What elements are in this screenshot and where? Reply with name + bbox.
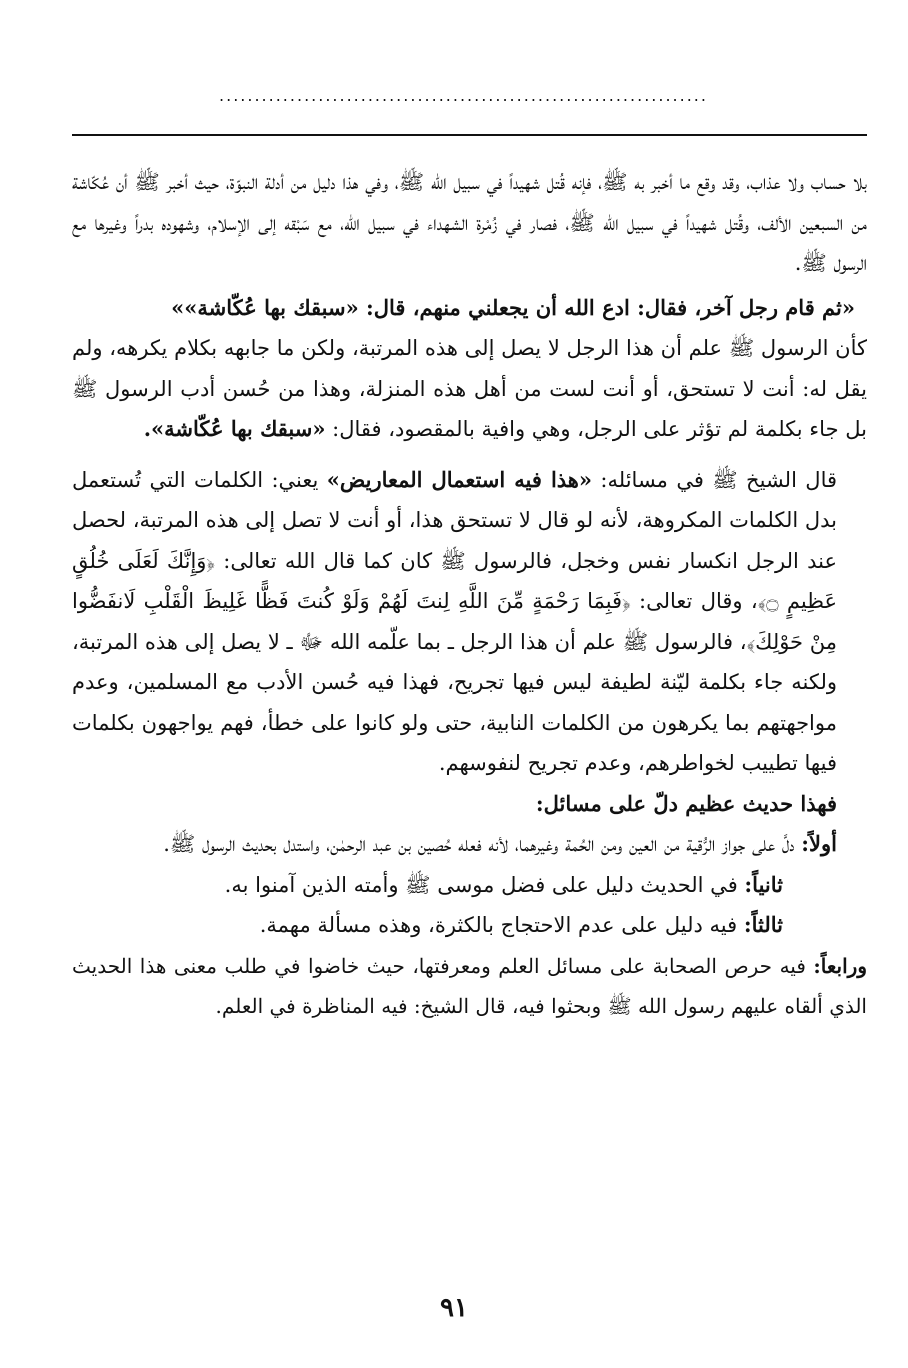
- header-dotted-line: .....................................................................: [219, 86, 708, 105]
- paragraph-3: [72, 328, 867, 450]
- issue-1-text: دلَّ على جواز الرُّقية من العين ومن الحُمة وغيرهما، لأنه فعله حُصين بن عبد الرحمٰن، واستدل بحديث الرسول ﷺ.: [163, 832, 795, 856]
- paragraph-3-quote: «سبقك بها عُكّاشة».: [143, 416, 326, 441]
- paragraph-4-quote: «هذا فيه استعمال المعاريض»: [326, 466, 593, 492]
- issue-3: [72, 905, 867, 946]
- issue-2-text: في الحديث دليل على فضل موسى ﷺ وأمته الذين آمنوا به.: [224, 872, 738, 897]
- paragraph-1: بلا حساب ولا عذاب، وقد وقع ما أخبر به ﷺ، فإنه قُتل شهيداً في سبيل الله ﷺ، وفي هذا دليل من أدلة النبوّة، حيث أخبر ﷺ أن عُكّاشة من السبعين الألف، وقُتل شهيداً في سبيل الله ﷺ، فصار في زُمْرة الشهداء في سبيل الله، مع سَبْقه إلى الإسلام، وشهوده بدراً وغيرها مع الرسول ﷺ.: [72, 170, 867, 275]
- paragraph-4: [72, 460, 867, 784]
- paragraph-4-text: يعني: الكلمات التي تُستعمل بدل الكلمات المكروهة، لأنه لو قال لا تستحق هذا، أو أنت لا تصل إلى هذه المرتبة، لحصل عند الرجل انكسار نفس وخجل، فالرسول ﷺ كان كما قال الله تعالى: ﴿وَإِنَّكَ لَعَلَى خُلُقٍ عَظِيمٍ ۝﴾، وقال تعالى: ﴿فَبِمَا رَحْمَةٍ مِّنَ اللَّهِ لِنتَ لَهُمْ وَلَوْ كُنتَ فَظًّا غَلِيظَ الْقَلْبِ لَانفَضُّوا مِنْ حَوْلِكَ﴾، فالرسول ﷺ علم أن هذا الرجل ـ بما علّمه الله ﷻ ـ لا يصل إلى هذه المرتبة، ولكنه جاء بكلمة ليّنة لطيفة ليس فيها تجريح، فهذا فيه حُسن الأدب مع المسلمين، وعدم مواجهتهم بما يكرهون من الكلمات النابية، حتى ولو كانوا على خطأ، فهم يواجهون بكلمات فيها تطييب لخواطرهم، وعدم تجريح لنفوسهم.: [72, 467, 837, 775]
- issue-4: [72, 946, 867, 1027]
- hadith-heading: «ثم قام رجل آخر، فقال: ادع الله أن يجعلني منهم، قال: «سبقك بها عُكّاشة»»: [171, 294, 855, 320]
- issue-3-label: ثالثاً:: [743, 912, 783, 937]
- issue-1: [72, 824, 867, 865]
- page-body: [72, 162, 867, 1282]
- issue-4-label: ورابعاً:: [813, 953, 867, 978]
- issue-2: [72, 865, 867, 906]
- issue-4-text: فيه حرص الصحابة على مسائل العلم ومعرفتها، حيث خاضوا في طلب معنى هذا الحديث الذي ألقاه عليهم رسول الله ﷺ وبحثوا فيه، قال الشيخ: فيه المناظرة في العلم.: [72, 953, 867, 1018]
- issues-heading: فهذا حديث عظيم دلّ على مسائل:: [535, 790, 837, 816]
- issue-2-label: ثانياً:: [744, 871, 783, 897]
- issue-1-label: أولاً:: [801, 831, 837, 856]
- page-number: ٩١: [440, 1293, 468, 1323]
- paragraph-3-text: كأن الرسول ﷺ علم أن هذا الرجل لا يصل إلى هذه المرتبة، ولكن ما جابهه بكلام يكرهه، ولم يقل له: أنت لا تستحق، أو أنت لست من أهل هذه المنزلة، وهذا من حُسن أدب الرسول ﷺ بل جاء بكلمة لم تؤثر على الرجل، وهي وافية بالمقصود، فقال:: [72, 336, 867, 441]
- paragraph-4-intro: قال الشيخ ﷺ في مسائله:: [600, 467, 838, 492]
- issue-3-text: فيه دليل على عدم الاحتجاج بالكثرة، وهذه مسألة مهمة.: [259, 913, 738, 937]
- header-rule: [72, 134, 867, 136]
